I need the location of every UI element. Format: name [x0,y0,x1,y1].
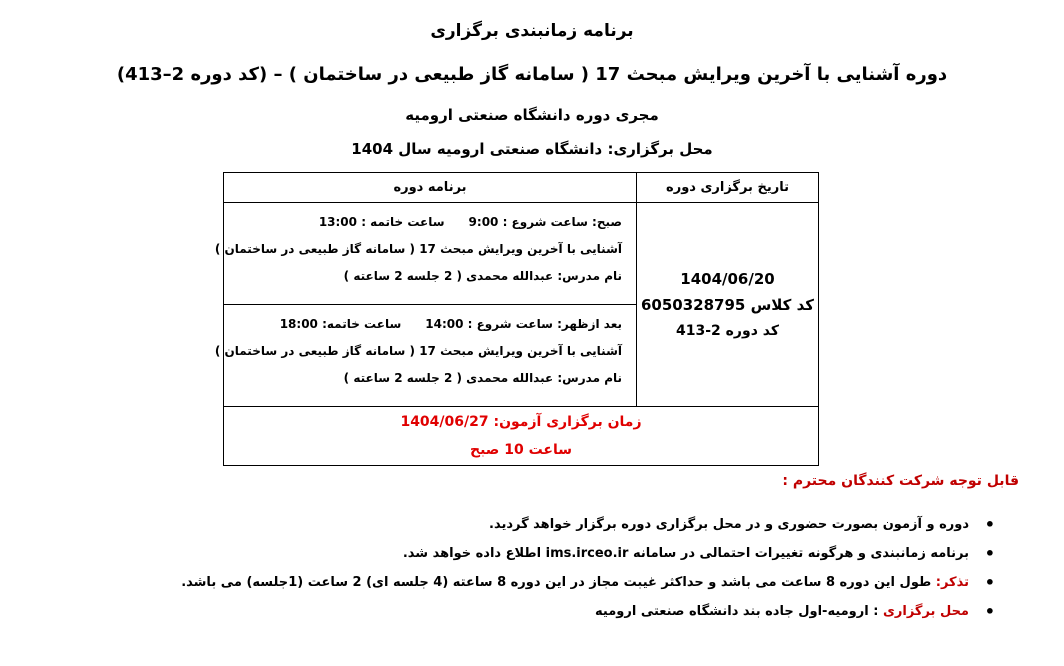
bullet-icon: • [984,602,995,621]
exam-date: زمان برگزاری آزمون: 1404/06/27 [400,414,642,430]
note-label: تذکر: [935,575,969,590]
table-header-row [224,173,819,203]
header-date: تاریخ برگزاری دوره [637,173,819,203]
exam-cell [224,407,819,466]
morning-teacher: نام مدرس: عبدالله محمدی ( 2 جلسه 2 ساعته ) [343,269,622,283]
bullet-icon: • [984,515,995,534]
note-text: طول این دوره 8 ساعت می باشد و حداکثر غیبت مجاز در این دوره 8 ساعته (4 جلسه ای) 2 ساعت (1جلسه) می باشد. [181,575,936,590]
table-row-morning [224,203,819,305]
afternoon-end: ساعت خاتمه: 18:00 [279,317,402,331]
notice-title: قابل توجه شرکت کنندگان محترم : [782,473,1019,489]
morning-times [232,209,622,236]
note-label: محل برگزاری [882,604,969,619]
venue-year-line: محل برگزاری: دانشگاه صنعتی ارومیه سال 1404 [351,140,713,158]
course-title: دوره آشنایی با آخرین ویرایش مبحث 17 ( سامانه گاز طبیعی در ساختمان ) – (کد دوره 2–413) [116,64,948,85]
list-item [181,539,995,568]
header-program: برنامه دوره [224,173,637,203]
class-code: کد کلاس 6050328795 [640,295,815,314]
list-item [181,510,995,539]
note-text: دوره و آزمون بصورت حضوری و در محل برگزاری دوره برگزار خواهد گردید. [489,517,969,532]
afternoon-session [214,305,637,407]
schedule-table [214,172,819,466]
morning-start: صبح: ساعت شروع : 9:00 [468,215,622,229]
afternoon-teacher: نام مدرس: عبدالله محمدی ( 2 جلسه 2 ساعته ) [343,371,622,385]
bullet-icon: • [984,544,995,563]
note-text: : ارومیه-اول جاده بند دانشگاه صنعتی ارومیه [595,604,883,619]
morning-session [214,203,637,305]
list-item [181,568,995,597]
afternoon-start: بعد ازظهر: ساعت شروع : 14:00 [425,317,622,331]
course-date: 1404/06/20 [680,269,775,288]
morning-topic: آشنایی با آخرین ویرایش مبحث 17 ( سامانه گاز طبیعی در ساختمان ) [214,242,622,256]
morning-end: ساعت خاتمه : 13:00 [318,215,445,229]
notice-list [181,510,995,626]
organizer-line: مجری دوره دانشگاه صنعتی ارومیه [405,106,659,124]
bullet-icon: • [984,573,995,592]
list-item [181,597,995,626]
exam-time: ساعت 10 صبح [470,442,572,458]
note-text: برنامه زمانبندی و هرگونه تغییرات احتمالی در سامانه ims.irceo.ir اطلاع داده خواهد شد. [402,546,969,561]
table-row-exam [224,407,819,466]
date-cell [637,203,819,407]
page-title: برنامه زمانبندی برگزاری [430,21,634,41]
afternoon-times [232,311,622,338]
course-code: کد دوره 2-413 [676,322,779,339]
afternoon-topic: آشنایی با آخرین ویرایش مبحث 17 ( سامانه گاز طبیعی در ساختمان ) [214,344,622,358]
